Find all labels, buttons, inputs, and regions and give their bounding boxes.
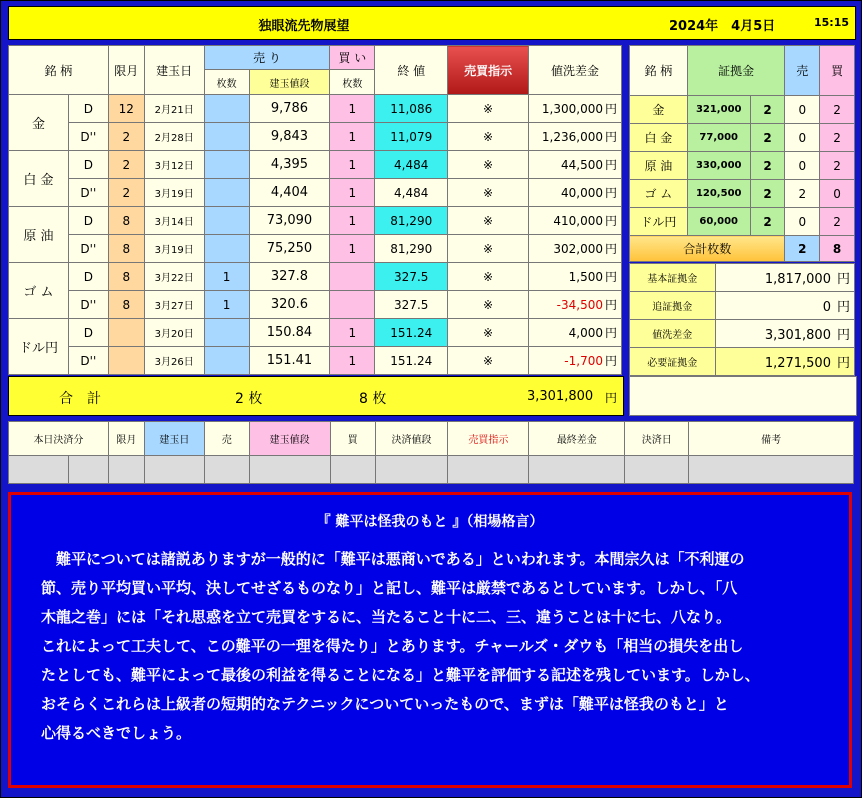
entry-price: 9,786 [249,95,330,123]
summary-unit: 円 [836,328,850,343]
signal-mark: ※ [448,263,529,291]
diff-cell [529,123,622,151]
diff-cell [529,179,622,207]
entry-price: 4,404 [249,179,330,207]
settle-header: 売買指示 [448,422,529,456]
entry-price: 320.6 [249,291,330,319]
margin-sell: 0 [785,208,820,236]
diff-unit: 円 [604,326,617,340]
contract-kind: D'' [68,179,108,207]
margin-buy: 2 [820,208,855,236]
margin-sell: 0 [785,96,820,124]
sum-label: 合計枚数 [630,236,785,262]
table-row [9,95,622,123]
sell-qty [204,319,249,347]
diff-unit: 円 [604,354,617,368]
contract-month [108,319,144,347]
summary-label: 値洗差金 [630,320,716,348]
entry-date: 3月22日 [144,263,204,291]
entry-price: 9,843 [249,123,330,151]
col-header-buy-qty: 枚数 [330,70,375,95]
buy-qty: 1 [330,347,375,375]
table-row [9,347,622,375]
sell-qty [204,95,249,123]
margin-sell: 0 [785,152,820,180]
settle-header: 売 [204,422,249,456]
summary-unit: 円 [836,356,850,371]
margin-buy: 2 [820,124,855,152]
margin-amount: 77,000 [687,124,750,152]
table-row [9,123,622,151]
summary-table [629,263,855,376]
col-header-price: 建玉値段 [249,70,330,95]
margin-amount: 321,000 [687,96,750,124]
diff-value: 1,236,000 [541,130,603,144]
diff-cell [529,291,622,319]
entry-price: 151.41 [249,347,330,375]
margin-qty: 2 [750,96,785,124]
close-price: 11,079 [375,123,448,151]
table-row [9,319,622,347]
col-header-genketsu: 限月 [108,46,144,95]
close-price: 151.24 [375,347,448,375]
sell-qty [204,123,249,151]
margin-amount: 60,000 [687,208,750,236]
col-header-tatedate: 建玉日 [144,46,204,95]
header-time: 15:15 [814,16,850,29]
quote-body: 難平については諸説ありますが一般的に「難平は悪商いである」といわれます。本間宗久は「不利運の 節、売り平均買い平均、決してせざるものなり」と記し、難平は厳禁であるとしています。しかし、「八 木龍之巻」には「それ思惑を立て売買をするに、当たること十に二、三、違うことは十に七、八なり。 これによって工夫して、この難平の一理を得たり」とあります。チャールズ・ダウも「相当の損失を出し たとしても、難平によって最後の利益を得ることになる」と難平を評価する記述を残しています。しかし、 おそらくこれらは上級者の短期的なテクニックについていったもので、まずは「難平は怪我のもと」と 心得るべきでしょう。 [41,550,760,742]
diff-value: 1,300,000 [541,102,603,116]
summary-value-cell [715,264,854,292]
page-title: 独眼流先物展望 [258,19,350,34]
entry-date: 2月28日 [144,123,204,151]
settle-empty-cell [625,456,689,484]
margin-commodity: ゴ ム [630,180,688,208]
margin-header-margin: 証拠金 [687,46,785,96]
buy-qty [330,291,375,319]
contract-month: 2 [108,179,144,207]
close-price: 11,086 [375,95,448,123]
entry-date: 3月19日 [144,179,204,207]
entry-date: 3月26日 [144,347,204,375]
margin-qty: 2 [750,180,785,208]
margin-header-buy: 買 [820,46,855,96]
settle-header: 備考 [689,422,854,456]
settle-empty-cell [249,456,330,484]
signal-mark: ※ [448,291,529,319]
contract-kind: D [68,95,108,123]
settle-empty-cell [204,456,249,484]
total-unit: 円 [605,391,618,405]
contract-month: 2 [108,123,144,151]
diff-value: -34,500 [556,298,603,312]
buy-qty: 1 [330,95,375,123]
settle-header: 建玉値段 [249,422,330,456]
commodity-name: ドル円 [9,319,69,375]
summary-unit: 円 [836,300,850,315]
entry-date: 2月21日 [144,95,204,123]
margin-amount: 120,500 [687,180,750,208]
settle-empty-cell [108,456,144,484]
total-bar [8,376,624,416]
quote-title: 『 難平は怪我のもと 』（相場格言） [316,514,544,530]
diff-value: 44,500 [560,158,603,172]
settle-header: 本日決済分 [9,422,109,456]
margin-qty: 2 [750,152,785,180]
margin-buy: 2 [820,96,855,124]
diff-unit: 円 [604,298,617,312]
settle-empty-cell [689,456,854,484]
diff-unit: 円 [604,242,617,256]
entry-date: 3月14日 [144,207,204,235]
diff-value: 4,000 [568,326,603,340]
signal-mark: ※ [448,123,529,151]
margin-row [630,152,855,180]
signal-mark: ※ [448,151,529,179]
total-label: 合 計 [59,391,101,407]
buy-qty: 1 [330,207,375,235]
settle-header: 決済日 [625,422,689,456]
margin-qty: 2 [750,208,785,236]
entry-date: 3月12日 [144,151,204,179]
summary-label: 必要証拠金 [630,348,716,376]
settle-empty-cell [448,456,529,484]
table-row [9,151,622,179]
margin-amount: 330,000 [687,152,750,180]
close-price: 81,290 [375,207,448,235]
contract-kind: D'' [68,291,108,319]
col-header-signal: 売買指示 [448,46,529,95]
buy-qty [330,263,375,291]
margin-qty: 2 [750,124,785,152]
summary-value: 1,817,000 [764,272,831,287]
close-price: 4,484 [375,151,448,179]
settle-empty-cell [9,456,69,484]
diff-value: 1,500 [568,270,603,284]
summary-value: 3,301,800 [764,328,831,343]
entry-price: 73,090 [249,207,330,235]
close-price: 327.5 [375,291,448,319]
buy-qty: 1 [330,179,375,207]
close-price: 151.24 [375,319,448,347]
quote-panel [8,492,852,788]
buy-qty: 1 [330,235,375,263]
diff-unit: 円 [604,214,617,228]
signal-mark: ※ [448,95,529,123]
signal-mark: ※ [448,235,529,263]
diff-value: -1,700 [564,354,603,368]
entry-price: 4,395 [249,151,330,179]
summary-label: 追証拠金 [630,292,716,320]
settle-empty-cell [68,456,108,484]
table-row [9,291,622,319]
margin-buy: 0 [820,180,855,208]
buy-qty: 1 [330,123,375,151]
diff-cell [529,207,622,235]
margin-sell: 0 [785,124,820,152]
signal-mark: ※ [448,179,529,207]
margin-row [630,180,855,208]
contract-month [108,347,144,375]
sell-qty [204,179,249,207]
positions-table [8,45,622,375]
settle-header: 買 [330,422,375,456]
contract-month: 8 [108,235,144,263]
summary-unit: 円 [836,272,850,287]
margin-header-sell: 売 [785,46,820,96]
total-diff: 3,301,800 [527,389,594,404]
contract-month: 2 [108,151,144,179]
margin-commodity: ドル円 [630,208,688,236]
commodity-name: 金 [9,95,69,151]
settle-empty-cell [375,456,448,484]
summary-value-cell [715,348,854,376]
contract-kind: D'' [68,123,108,151]
signal-mark: ※ [448,347,529,375]
settlement-table [8,421,854,484]
summary-label: 基本証拠金 [630,264,716,292]
buy-qty: 1 [330,151,375,179]
margin-sell: 2 [785,180,820,208]
diff-cell [529,347,622,375]
diff-value: 40,000 [560,186,603,200]
summary-row [630,320,855,348]
table-row [9,207,622,235]
settle-header: 決済値段 [375,422,448,456]
signal-mark: ※ [448,207,529,235]
sell-qty [204,151,249,179]
commodity-name: 白 金 [9,151,69,207]
margin-commodity: 白 金 [630,124,688,152]
buy-qty: 1 [330,319,375,347]
summary-value: 0 [822,300,831,315]
sell-qty [204,235,249,263]
entry-date: 3月27日 [144,291,204,319]
summary-row [630,264,855,292]
table-row [9,179,622,207]
diff-unit: 円 [604,270,617,284]
col-header-meigara: 銘 柄 [9,46,109,95]
sell-qty [204,207,249,235]
margin-table [629,45,855,262]
total-sell: 2 枚 [235,391,263,407]
signal-mark: ※ [448,319,529,347]
settle-empty-cell [144,456,204,484]
sell-qty: 1 [204,291,249,319]
contract-kind: D [68,263,108,291]
entry-price: 150.84 [249,319,330,347]
contract-kind: D [68,207,108,235]
margin-row [630,96,855,124]
margin-row [630,124,855,152]
contract-month: 12 [108,95,144,123]
header-bar [8,6,856,40]
summary-value: 1,271,500 [764,356,831,371]
diff-unit: 円 [604,130,617,144]
contract-month: 8 [108,263,144,291]
sell-qty: 1 [204,263,249,291]
total-buy: 8 枚 [359,391,387,407]
diff-cell [529,263,622,291]
summary-filler [629,376,857,416]
entry-price: 75,250 [249,235,330,263]
sell-qty [204,347,249,375]
close-price: 4,484 [375,179,448,207]
contract-kind: D [68,319,108,347]
settle-empty-cell [529,456,625,484]
commodity-name: 原 油 [9,207,69,263]
close-price: 327.5 [375,263,448,291]
table-row [9,235,622,263]
settle-header: 最終差金 [529,422,625,456]
margin-commodity: 原 油 [630,152,688,180]
diff-cell [529,319,622,347]
col-header-diff: 値洗差金 [529,46,622,95]
diff-unit: 円 [604,186,617,200]
margin-header-meigara: 銘 柄 [630,46,688,96]
col-header-sell-qty: 枚数 [204,70,249,95]
margin-commodity: 金 [630,96,688,124]
diff-cell [529,95,622,123]
settle-header: 限月 [108,422,144,456]
contract-kind: D'' [68,235,108,263]
contract-kind: D'' [68,347,108,375]
col-header-buy: 買 い [330,46,375,70]
contract-month: 8 [108,207,144,235]
diff-unit: 円 [604,158,617,172]
col-header-sell: 売 り [204,46,330,70]
sum-sell: 2 [785,236,820,262]
table-row [9,263,622,291]
summary-value-cell [715,292,854,320]
margin-row [630,208,855,236]
contract-month: 8 [108,291,144,319]
close-price: 81,290 [375,235,448,263]
commodity-name: ゴ ム [9,263,69,319]
entry-date: 3月20日 [144,319,204,347]
settle-header: 建玉日 [144,422,204,456]
summary-row [630,292,855,320]
diff-cell [529,151,622,179]
summary-row [630,348,855,376]
diff-value: 410,000 [553,214,603,228]
sum-buy: 8 [820,236,855,262]
margin-buy: 2 [820,152,855,180]
diff-cell [529,235,622,263]
diff-unit: 円 [604,102,617,116]
settle-empty-cell [330,456,375,484]
col-header-close: 終 値 [375,46,448,95]
entry-date: 3月19日 [144,235,204,263]
header-date: 2024年 4月5日 [669,19,776,34]
diff-value: 302,000 [553,242,603,256]
entry-price: 327.8 [249,263,330,291]
summary-value-cell [715,320,854,348]
contract-kind: D [68,151,108,179]
